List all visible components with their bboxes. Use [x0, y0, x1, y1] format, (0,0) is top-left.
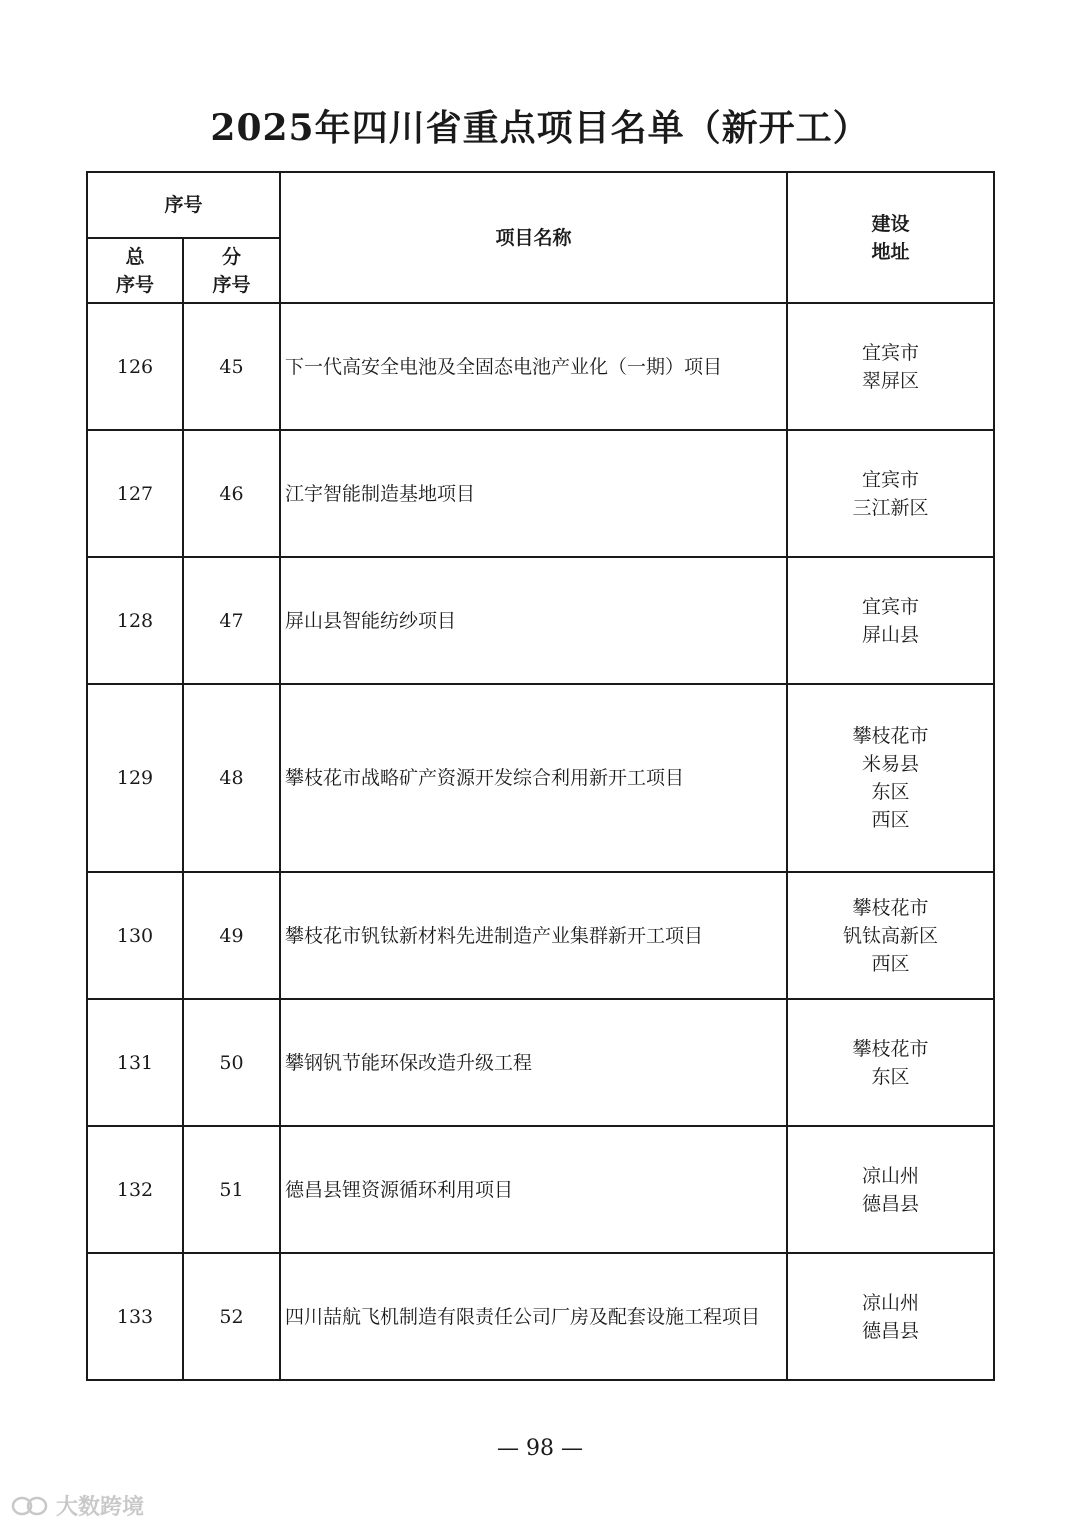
project-name-cell: 屏山县智能纺纱项目 — [280, 557, 787, 684]
sub-seq-cell: 47 — [183, 557, 280, 684]
address-line: 东区 — [871, 1065, 910, 1088]
address-line: 攀枝花市 — [852, 725, 929, 747]
sub-seq-header — [183, 238, 280, 303]
sub-seq-cell: 51 — [183, 1126, 280, 1253]
address-line: 宜宾市 — [862, 468, 920, 491]
total-seq-cell: 132 — [87, 1126, 183, 1253]
total-seq-cell: 129 — [87, 684, 183, 872]
address-cell — [787, 999, 994, 1126]
address-line: 三江新区 — [852, 496, 929, 519]
project-name-cell: 德昌县锂资源循环利用项目 — [280, 1126, 787, 1253]
project-table — [86, 171, 995, 1381]
watermark-logo-icon — [10, 1495, 50, 1517]
address-header-line: 地址 — [871, 240, 910, 263]
address-cell — [787, 303, 994, 430]
sub-seq-cell: 50 — [183, 999, 280, 1126]
address-line: 攀枝花市 — [852, 1037, 929, 1060]
address-line: 钒钛高新区 — [843, 924, 939, 947]
sub-seq-cell: 52 — [183, 1253, 280, 1380]
table-row — [87, 303, 994, 430]
watermark — [10, 1490, 144, 1521]
table-row — [87, 684, 994, 872]
address-cell — [787, 684, 994, 872]
table-row — [87, 999, 994, 1126]
sub-seq-header-line: 序号 — [212, 273, 251, 296]
address-line: 翠屏区 — [862, 369, 920, 392]
sub-seq-header-line: 分 — [222, 245, 242, 268]
table-row — [87, 557, 994, 684]
project-name-cell: 攀枝花市钒钛新材料先进制造产业集群新开工项目 — [280, 872, 787, 999]
address-line: 东区 — [871, 781, 910, 803]
table-row — [87, 872, 994, 999]
table-row — [87, 430, 994, 557]
sub-seq-cell: 49 — [183, 872, 280, 999]
page-number: — 98 — — [497, 1436, 583, 1461]
address-cell — [787, 1126, 994, 1253]
sub-seq-cell: 45 — [183, 303, 280, 430]
total-seq-cell: 131 — [87, 999, 183, 1126]
project-name-cell: 四川喆航飞机制造有限责任公司厂房及配套设施工程项目 — [280, 1253, 787, 1380]
total-seq-header-line: 总 — [125, 245, 145, 268]
address-line: 米易县 — [862, 753, 920, 775]
address-line: 德昌县 — [862, 1319, 920, 1342]
address-header — [787, 172, 994, 303]
address-line: 屏山县 — [862, 623, 920, 646]
address-cell — [787, 557, 994, 684]
table-row — [87, 1253, 994, 1380]
header-row-top — [87, 172, 994, 238]
total-seq-cell: 133 — [87, 1253, 183, 1380]
total-seq-header — [87, 238, 183, 303]
address-line: 攀枝花市 — [852, 896, 929, 919]
total-seq-cell: 130 — [87, 872, 183, 999]
total-seq-cell: 127 — [87, 430, 183, 557]
address-line: 西区 — [871, 952, 910, 975]
address-cell — [787, 872, 994, 999]
address-line: 宜宾市 — [862, 341, 920, 364]
address-line: 凉山州 — [862, 1164, 920, 1187]
project-name-cell: 攀枝花市战略矿产资源开发综合利用新开工项目 — [280, 684, 787, 872]
address-line: 宜宾市 — [862, 595, 920, 618]
table-row — [87, 1126, 994, 1253]
project-name-cell: 攀钢钒节能环保改造升级工程 — [280, 999, 787, 1126]
address-cell — [787, 430, 994, 557]
sub-seq-cell: 48 — [183, 684, 280, 872]
page-title: 2025年四川省重点项目名单（新开工） — [210, 107, 870, 149]
seq-header: 序号 — [87, 172, 280, 238]
project-name-cell: 江宇智能制造基地项目 — [280, 430, 787, 557]
address-line: 西区 — [871, 809, 910, 831]
address-line: 德昌县 — [862, 1192, 920, 1215]
address-line: 凉山州 — [862, 1291, 920, 1314]
total-seq-cell: 126 — [87, 303, 183, 430]
project-name-cell: 下一代高安全电池及全固态电池产业化（一期）项目 — [280, 303, 787, 430]
watermark-text: 大数跨境 — [56, 1495, 145, 1520]
address-cell — [787, 1253, 994, 1380]
sub-seq-cell: 46 — [183, 430, 280, 557]
total-seq-cell: 128 — [87, 557, 183, 684]
address-header-line: 建设 — [871, 212, 910, 235]
total-seq-header-line: 序号 — [115, 273, 154, 296]
project-name-header: 项目名称 — [280, 172, 787, 303]
